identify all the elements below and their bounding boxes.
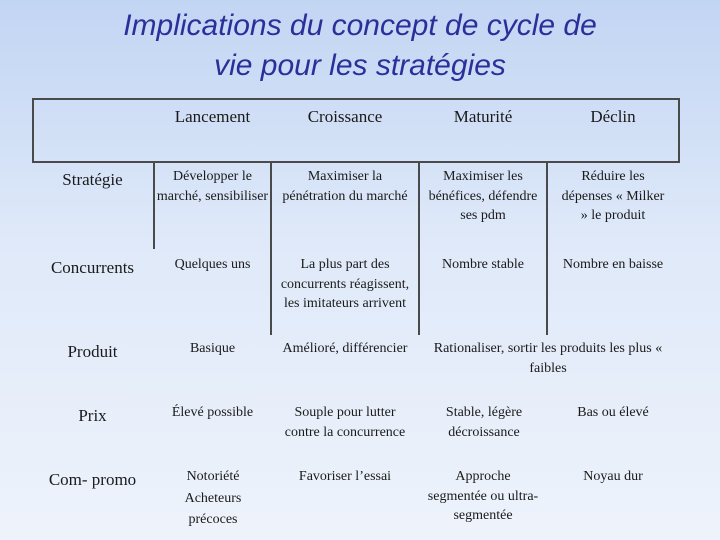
header-declin: Déclin (590, 107, 636, 126)
row-label-produit: Produit (67, 342, 118, 361)
cell-strategie-lancement: Développer le marché, sensibiliser (156, 169, 269, 204)
row-label-strategie: Stratégie (62, 170, 123, 189)
col-divider-4 (418, 161, 420, 335)
cell-produit-lancement: Basique (189, 341, 236, 356)
cell-produit-croissance: Amélioré, différencier (282, 341, 408, 356)
cell-concurrents-declin: Nombre en baisse (562, 257, 664, 272)
cell-strategie-maturite: Maximiser les bénéfices, défendre ses pdm (428, 169, 538, 223)
cell-strategie-declin: Réduire les dépenses « Milker » le produit (561, 169, 665, 223)
cell-prix-lancement: Élevé possible (171, 405, 254, 420)
cell-prix-maturite: Stable, légère décroissance (445, 405, 523, 440)
row-divider-header (32, 161, 678, 163)
table-border-top (32, 98, 678, 100)
header-lancement: Lancement (174, 107, 251, 126)
cell-concurrents-lancement: Quelques uns (174, 257, 251, 272)
row-label-prix: Prix (78, 406, 107, 425)
col-divider-6 (546, 161, 548, 335)
cell-compromo-maturite: Approche segmentée ou ultra-segmentée (427, 469, 539, 523)
cell-produit-maturite-declin: Rationaliser, sortir les produits les plus « faibles (433, 341, 663, 376)
cell-concurrents-maturite: Nombre stable (441, 257, 525, 272)
cell-prix-croissance: Souple pour lutter contre la concurrence (284, 405, 406, 440)
row-label-com-promo: Com- promo (48, 470, 137, 489)
cell-concurrents-croissance: La plus part des concurrents réagissent, les imitateurs arrivent (280, 257, 410, 311)
title-line-2: vie pour les stratégies (214, 49, 506, 82)
cell-compromo-lancement: Notoriété Acheteurs précoces (184, 469, 242, 527)
header-croissance: Croissance (307, 107, 383, 126)
title-line-1: Implications du concept de cycle de (123, 9, 597, 42)
cell-compromo-croissance: Favoriser l’essai (298, 469, 392, 484)
header-maturite: Maturité (453, 107, 513, 126)
cell-compromo-declin: Noyau dur (583, 469, 643, 484)
cell-prix-declin: Bas ou élevé (577, 405, 649, 420)
col-divider-5 (678, 98, 680, 163)
row-label-concurrents: Concurrents (50, 258, 135, 277)
col-divider-3 (270, 161, 272, 335)
cell-strategie-croissance: Maximiser la pénétration du marché (282, 169, 408, 204)
col-divider-1 (32, 98, 34, 163)
